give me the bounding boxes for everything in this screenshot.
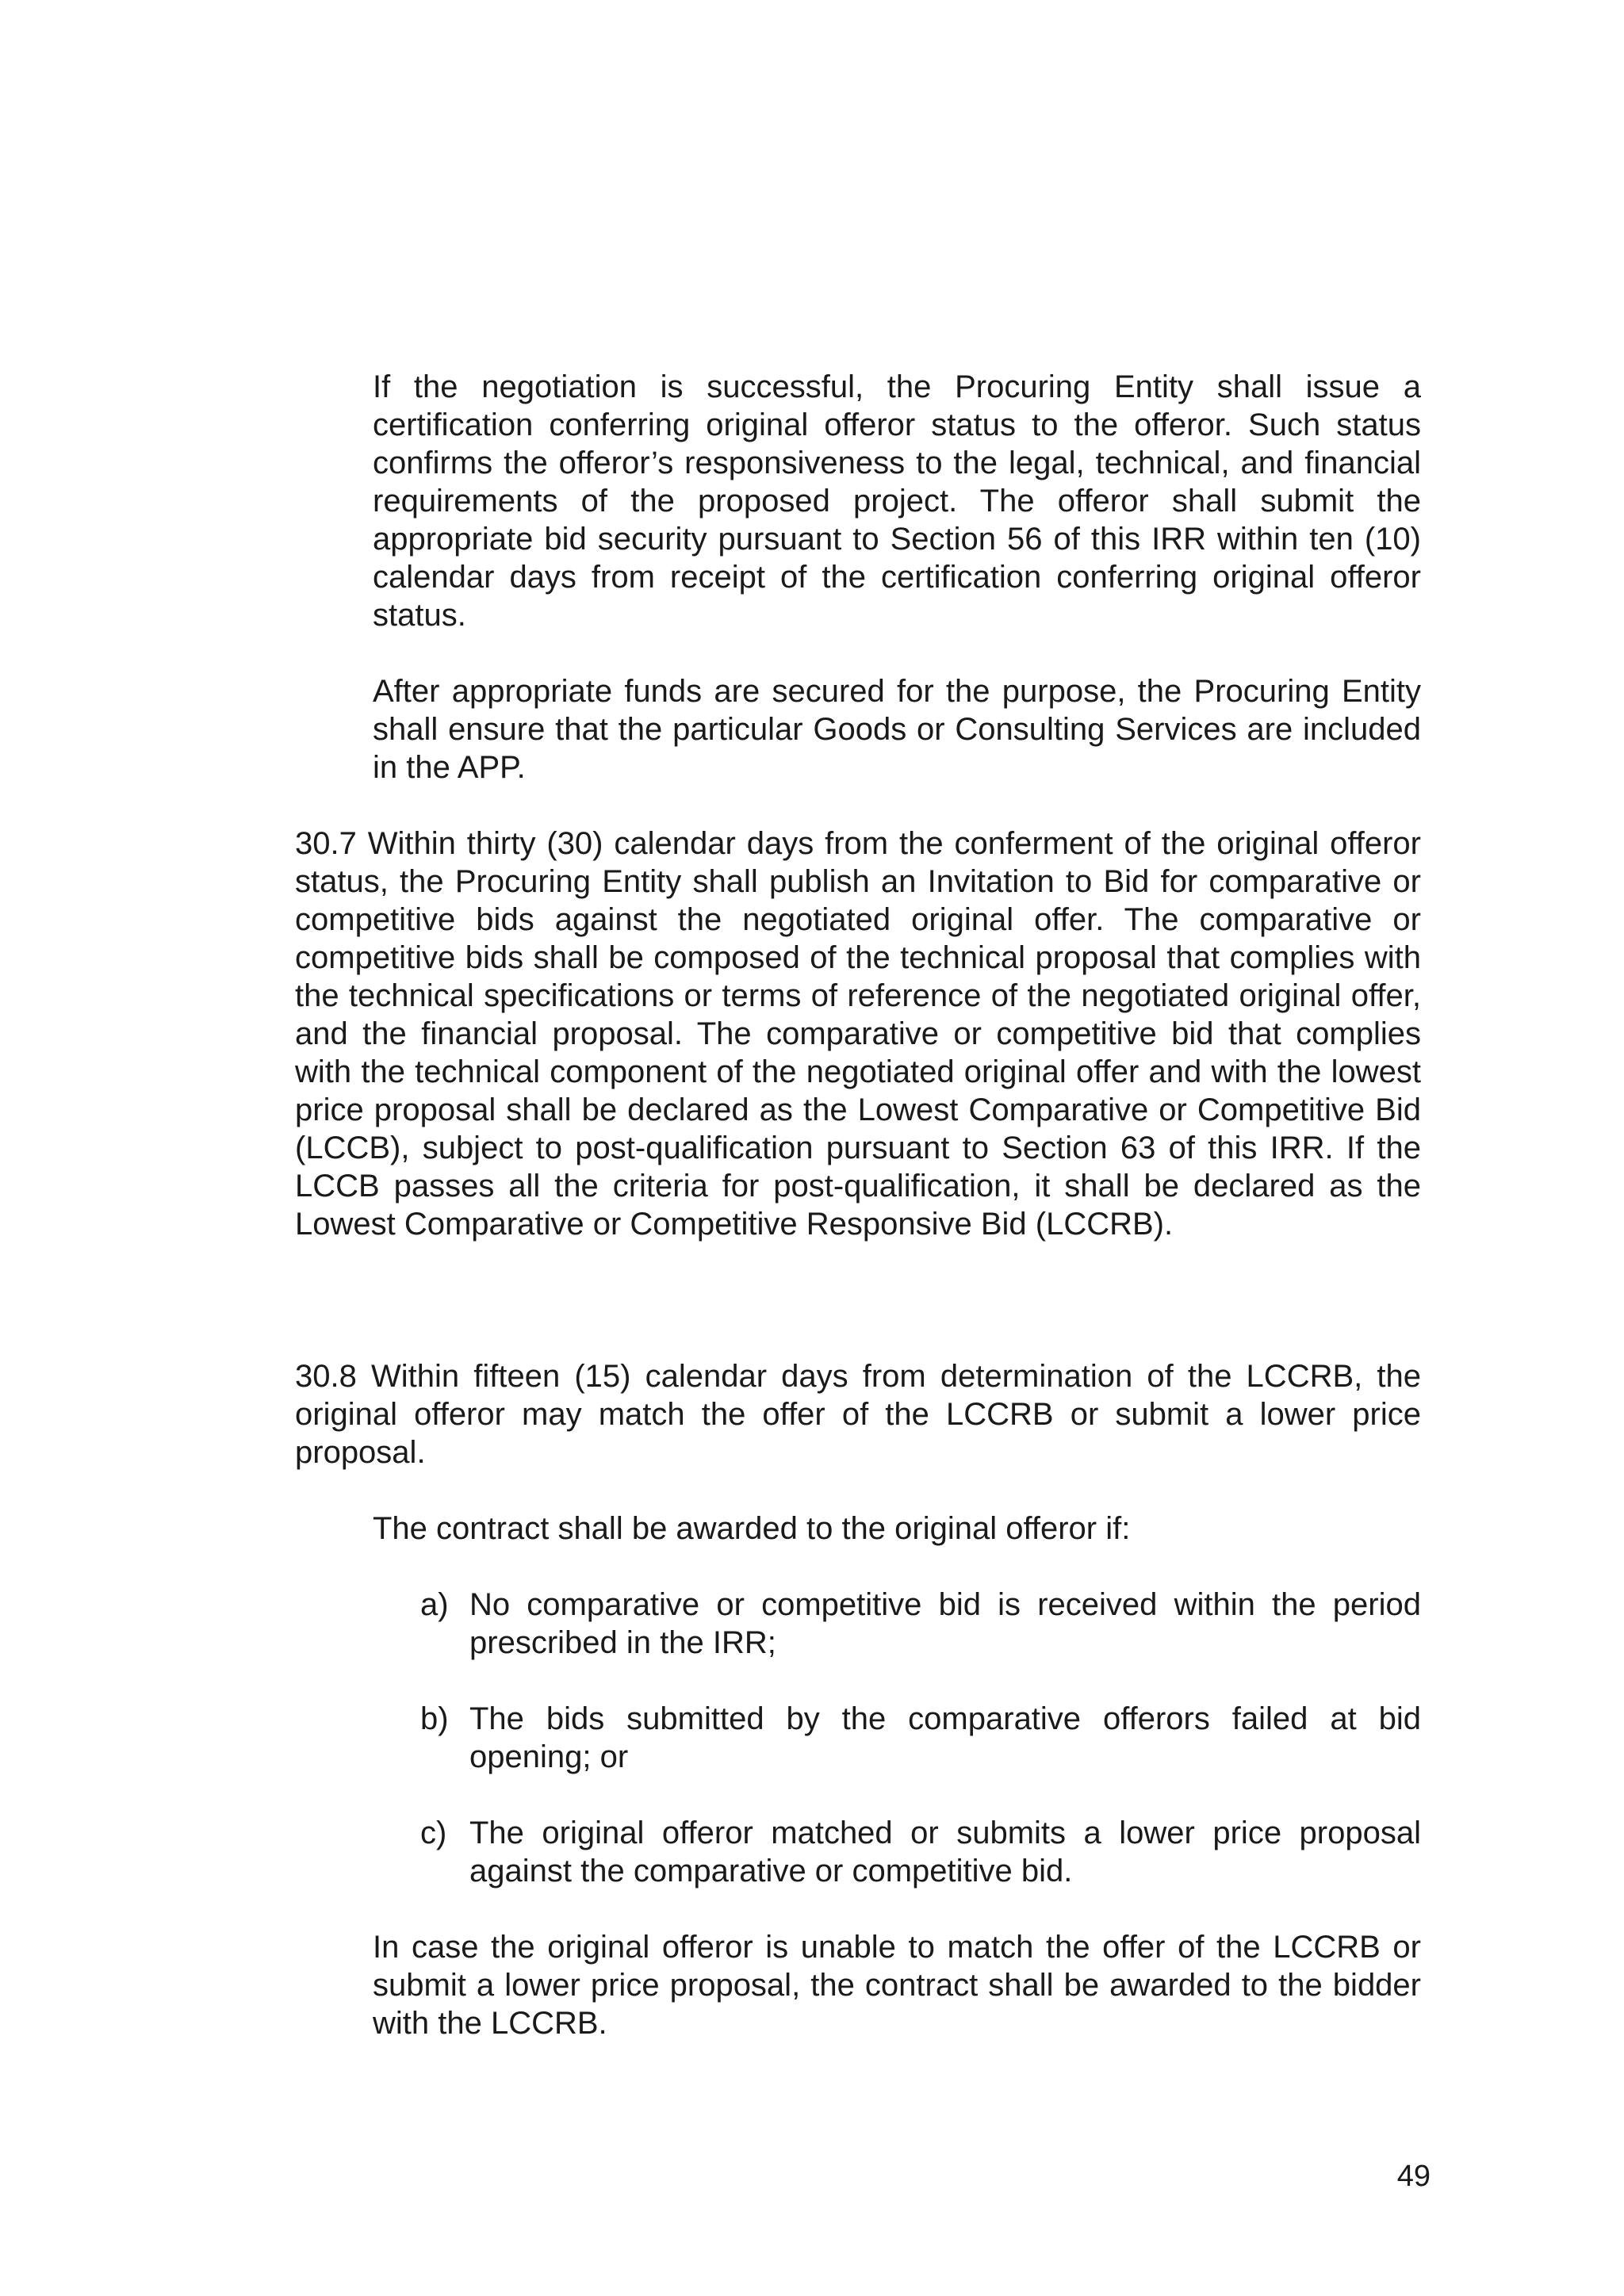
section-number-30-7: 30.7 <box>295 826 357 861</box>
paragraph-closing: In case the original offeror is unable to match the offer of the LCCRB or submit a lower price proposal, the contract shall be awarded to the bidder with the LCCRB. <box>373 1930 1421 2041</box>
section-30-7 <box>295 825 1421 1243</box>
condition-marker: b) <box>420 1701 449 1736</box>
condition-marker: c) <box>420 1816 447 1850</box>
condition-item-b <box>420 1700 1421 1776</box>
section-30-8 <box>295 1357 1421 1471</box>
condition-item-c <box>420 1814 1421 1890</box>
section-30-7-text: Within thirty (30) calendar days from the conferment of the original offeror status, the Procuring Entity shall publish an Invitation to Bid for comparative or competitive bids against the negotiated original offer. The comparative or competitive bids shall be composed of the technical proposal that complies with the technical specifications or terms of reference of the negotiated original offer, and the financial proposal. The comparative or competitive bid that complies with the technical component of the negotiated original offer and with the lowest price proposal shall be declared as the Lowest Comparative or Competitive Bid (LCCB), subject to post-qualification pursuant to Section 63 of this IRR. If the LCCB passes all the criteria for post-qualification, it shall be declared as the Lowest Comparative or Competitive Responsive Bid (LCCRB). <box>295 826 1421 1242</box>
condition-text: The bids submitted by the comparative offerors failed at bid opening; or <box>469 1701 1421 1774</box>
condition-text: No comparative or competitive bid is received within the period prescribed in the IRR; <box>469 1587 1421 1660</box>
paragraph-award-intro: The contract shall be awarded to the original offeror if: <box>373 1511 1131 1546</box>
paragraph-original-offeror-status: If the negotiation is successful, the Procuring Entity shall issue a certification conferring original offeror status to the offeror. Such status confirms the offeror’s responsiveness to the legal, technical, and financial requirements of the proposed project. The offeror shall submit the appropriate bid security pursuant to Section 56 of this IRR within ten (10) calendar days from receipt of the certification conferring original offeror status. <box>373 369 1421 633</box>
page-number: 49 <box>1396 2160 1431 2193</box>
condition-text: The original offeror matched or submits a lower price proposal against the comparative or competitive bid. <box>469 1816 1421 1888</box>
paragraph-funds-secured: After appropriate funds are secured for the purpose, the Procuring Entity shall ensure that the particular Goods or Consulting Services are included in the APP. <box>373 674 1421 785</box>
section-number-30-8: 30.8 <box>295 1359 357 1394</box>
section-30-8-text: Within fifteen (15) calendar days from determination of the LCCRB, the original offeror may match the offer of the LCCRB or submit a lower price proposal. <box>295 1359 1421 1470</box>
condition-item-a <box>420 1586 1421 1662</box>
condition-marker: a) <box>420 1587 449 1622</box>
